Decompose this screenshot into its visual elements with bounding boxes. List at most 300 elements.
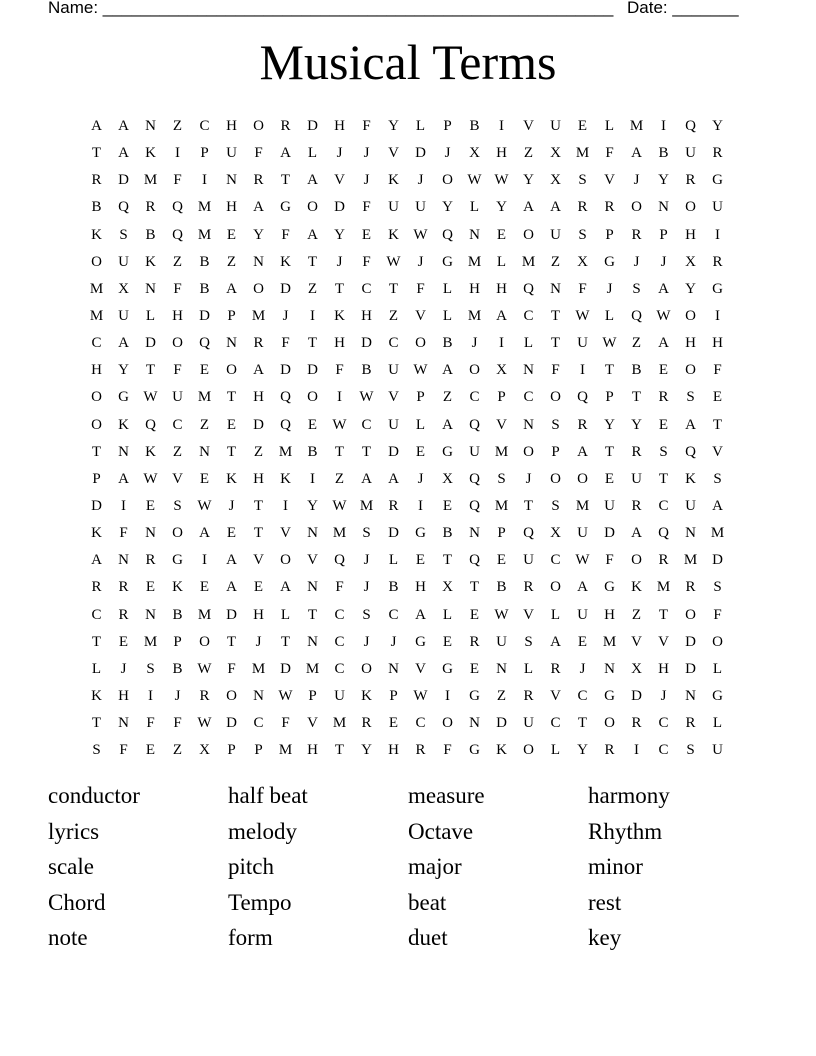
grid-letter[interactable]: O: [442, 715, 453, 732]
grid-letter[interactable]: F: [281, 335, 290, 352]
grid-letter[interactable]: I: [634, 742, 639, 759]
grid-letter[interactable]: R: [118, 579, 129, 596]
grid-letter[interactable]: L: [550, 606, 561, 623]
grid-letter[interactable]: A: [523, 199, 534, 216]
grid-letter[interactable]: X: [118, 280, 129, 297]
grid-letter[interactable]: J: [363, 633, 370, 650]
grid-letter[interactable]: N: [523, 362, 534, 379]
grid-letter[interactable]: E: [199, 579, 210, 596]
grid-letter[interactable]: Y: [577, 742, 588, 759]
grid-letter[interactable]: G: [172, 552, 183, 569]
grid-letter[interactable]: M: [143, 633, 158, 650]
grid-letter[interactable]: W: [278, 688, 293, 705]
grid-letter[interactable]: R: [361, 715, 372, 732]
grid-letter[interactable]: Z: [172, 443, 183, 460]
grid-letter[interactable]: O: [550, 389, 561, 406]
grid-letter[interactable]: S: [686, 742, 695, 759]
grid-letter[interactable]: Y: [685, 280, 696, 297]
grid-letter[interactable]: L: [712, 715, 723, 732]
grid-letter[interactable]: R: [712, 253, 723, 270]
grid-letter[interactable]: H: [415, 579, 426, 596]
grid-letter[interactable]: D: [685, 633, 696, 650]
grid-letter[interactable]: O: [91, 253, 102, 270]
grid-letter[interactable]: F: [362, 118, 371, 135]
grid-letter[interactable]: X: [442, 470, 453, 487]
grid-letter[interactable]: O: [307, 389, 318, 406]
grid-letter[interactable]: U: [469, 443, 480, 460]
grid-letter[interactable]: F: [362, 199, 371, 216]
grid-letter[interactable]: F: [578, 280, 587, 297]
grid-letter[interactable]: G: [604, 579, 615, 596]
grid-letter[interactable]: T: [550, 335, 561, 352]
grid-letter[interactable]: X: [550, 172, 561, 189]
grid-letter[interactable]: O: [577, 470, 588, 487]
grid-letter[interactable]: V: [388, 389, 399, 406]
grid-letter[interactable]: O: [685, 606, 696, 623]
grid-letter[interactable]: O: [469, 362, 480, 379]
grid-letter[interactable]: N: [658, 199, 669, 216]
grid-letter[interactable]: O: [685, 199, 696, 216]
grid-letter[interactable]: N: [145, 606, 156, 623]
grid-letter[interactable]: Y: [388, 118, 399, 135]
grid-letter[interactable]: P: [92, 470, 101, 487]
grid-letter[interactable]: K: [226, 470, 237, 487]
grid-letter[interactable]: Z: [334, 470, 345, 487]
grid-letter[interactable]: C: [523, 389, 534, 406]
grid-letter[interactable]: A: [253, 199, 264, 216]
grid-letter[interactable]: Z: [631, 606, 642, 623]
grid-letter[interactable]: V: [712, 443, 723, 460]
grid-letter[interactable]: T: [604, 443, 615, 460]
grid-letter[interactable]: H: [334, 335, 345, 352]
grid-letter[interactable]: Y: [604, 416, 615, 433]
grid-letter[interactable]: T: [361, 443, 372, 460]
grid-letter[interactable]: S: [92, 742, 101, 759]
grid-letter[interactable]: E: [469, 606, 480, 623]
grid-letter[interactable]: E: [442, 498, 453, 515]
grid-letter[interactable]: X: [442, 579, 453, 596]
grid-letter[interactable]: Q: [118, 199, 129, 216]
grid-letter[interactable]: U: [523, 552, 534, 569]
grid-letter[interactable]: O: [253, 118, 264, 135]
grid-letter[interactable]: X: [631, 660, 642, 677]
grid-letter[interactable]: O: [415, 335, 426, 352]
grid-letter[interactable]: H: [604, 606, 615, 623]
grid-letter[interactable]: H: [253, 606, 264, 623]
grid-letter[interactable]: S: [497, 470, 506, 487]
grid-letter[interactable]: R: [577, 199, 588, 216]
grid-letter[interactable]: W: [143, 389, 158, 406]
grid-letter[interactable]: F: [335, 362, 344, 379]
grid-letter[interactable]: L: [280, 606, 291, 623]
grid-letter[interactable]: U: [577, 525, 588, 542]
grid-letter[interactable]: N: [118, 715, 129, 732]
grid-letter[interactable]: H: [226, 118, 237, 135]
grid-letter[interactable]: T: [91, 145, 102, 162]
grid-letter[interactable]: U: [712, 199, 723, 216]
grid-letter[interactable]: S: [578, 226, 587, 243]
grid-letter[interactable]: J: [390, 633, 397, 650]
grid-letter[interactable]: O: [172, 335, 183, 352]
grid-letter[interactable]: U: [523, 715, 534, 732]
grid-letter[interactable]: W: [386, 253, 401, 270]
grid-letter[interactable]: I: [121, 498, 126, 515]
grid-letter[interactable]: G: [604, 253, 615, 270]
grid-letter[interactable]: Z: [631, 335, 642, 352]
grid-letter[interactable]: D: [496, 715, 507, 732]
grid-letter[interactable]: B: [145, 226, 156, 243]
grid-letter[interactable]: K: [496, 742, 507, 759]
grid-letter[interactable]: D: [280, 280, 291, 297]
grid-letter[interactable]: S: [362, 606, 371, 623]
grid-letter[interactable]: B: [496, 579, 507, 596]
grid-letter[interactable]: T: [280, 172, 291, 189]
grid-letter[interactable]: G: [280, 199, 291, 216]
grid-letter[interactable]: U: [577, 606, 588, 623]
grid-letter[interactable]: T: [658, 606, 669, 623]
grid-letter[interactable]: J: [444, 145, 451, 162]
grid-letter[interactable]: Q: [469, 552, 480, 569]
grid-letter[interactable]: A: [631, 145, 642, 162]
grid-letter[interactable]: O: [550, 470, 561, 487]
grid-letter[interactable]: T: [253, 525, 264, 542]
grid-letter[interactable]: H: [118, 688, 129, 705]
grid-letter[interactable]: I: [283, 498, 288, 515]
grid-letter[interactable]: T: [523, 498, 534, 515]
grid-letter[interactable]: P: [254, 742, 263, 759]
grid-letter[interactable]: J: [633, 253, 640, 270]
grid-letter[interactable]: M: [710, 525, 725, 542]
grid-letter[interactable]: R: [469, 633, 480, 650]
grid-letter[interactable]: N: [253, 253, 264, 270]
grid-letter[interactable]: C: [658, 742, 669, 759]
grid-letter[interactable]: F: [254, 145, 263, 162]
grid-letter[interactable]: E: [145, 498, 156, 515]
grid-letter[interactable]: A: [118, 470, 129, 487]
grid-letter[interactable]: D: [199, 308, 210, 325]
grid-letter[interactable]: O: [523, 742, 534, 759]
grid-letter[interactable]: M: [251, 660, 266, 677]
grid-letter[interactable]: S: [713, 470, 722, 487]
grid-letter[interactable]: E: [577, 633, 588, 650]
grid-letter[interactable]: O: [361, 660, 372, 677]
grid-letter[interactable]: C: [361, 416, 372, 433]
grid-letter[interactable]: O: [280, 552, 291, 569]
grid-letter[interactable]: G: [469, 688, 480, 705]
grid-letter[interactable]: Y: [658, 172, 669, 189]
grid-letter[interactable]: V: [550, 688, 561, 705]
grid-letter[interactable]: Y: [253, 226, 264, 243]
grid-letter[interactable]: Z: [388, 308, 399, 325]
grid-letter[interactable]: T: [388, 280, 399, 297]
grid-letter[interactable]: W: [467, 172, 482, 189]
grid-letter[interactable]: L: [712, 660, 723, 677]
grid-letter[interactable]: L: [523, 335, 534, 352]
grid-letter[interactable]: R: [388, 498, 399, 515]
grid-letter[interactable]: S: [146, 660, 155, 677]
grid-letter[interactable]: U: [388, 362, 399, 379]
grid-letter[interactable]: G: [712, 172, 723, 189]
grid-letter[interactable]: K: [91, 688, 102, 705]
grid-letter[interactable]: B: [442, 525, 453, 542]
grid-letter[interactable]: O: [685, 308, 696, 325]
grid-letter[interactable]: Q: [334, 552, 345, 569]
grid-letter[interactable]: N: [199, 443, 210, 460]
grid-letter[interactable]: V: [334, 172, 345, 189]
grid-letter[interactable]: L: [415, 416, 426, 433]
grid-letter[interactable]: A: [442, 362, 453, 379]
grid-letter[interactable]: Q: [685, 443, 696, 460]
grid-letter[interactable]: E: [442, 633, 453, 650]
grid-letter[interactable]: F: [173, 172, 182, 189]
grid-letter[interactable]: D: [361, 335, 372, 352]
grid-letter[interactable]: J: [525, 470, 532, 487]
grid-letter[interactable]: T: [631, 389, 642, 406]
grid-letter[interactable]: R: [280, 118, 291, 135]
grid-letter[interactable]: A: [199, 525, 210, 542]
grid-letter[interactable]: N: [496, 660, 507, 677]
grid-letter[interactable]: E: [577, 118, 588, 135]
grid-letter[interactable]: C: [172, 416, 183, 433]
grid-letter[interactable]: N: [469, 715, 480, 732]
grid-letter[interactable]: B: [442, 335, 453, 352]
grid-letter[interactable]: F: [173, 280, 182, 297]
grid-letter[interactable]: K: [91, 226, 102, 243]
grid-letter[interactable]: M: [278, 443, 293, 460]
grid-letter[interactable]: S: [119, 226, 128, 243]
grid-letter[interactable]: A: [496, 308, 507, 325]
grid-letter[interactable]: R: [712, 145, 723, 162]
grid-letter[interactable]: M: [494, 443, 509, 460]
grid-letter[interactable]: O: [172, 525, 183, 542]
grid-letter[interactable]: W: [143, 470, 158, 487]
grid-letter[interactable]: C: [523, 308, 534, 325]
grid-letter[interactable]: W: [413, 226, 428, 243]
grid-letter[interactable]: E: [145, 579, 156, 596]
grid-letter[interactable]: P: [308, 688, 317, 705]
grid-letter[interactable]: P: [605, 226, 614, 243]
grid-letter[interactable]: E: [226, 226, 237, 243]
grid-letter[interactable]: C: [388, 335, 399, 352]
grid-letter[interactable]: I: [310, 470, 315, 487]
grid-letter[interactable]: S: [362, 525, 371, 542]
grid-letter[interactable]: U: [685, 498, 696, 515]
grid-letter[interactable]: A: [577, 579, 588, 596]
grid-letter[interactable]: O: [712, 633, 723, 650]
grid-letter[interactable]: M: [305, 660, 320, 677]
grid-letter[interactable]: L: [523, 660, 534, 677]
grid-letter[interactable]: I: [202, 552, 207, 569]
grid-letter[interactable]: D: [712, 552, 723, 569]
grid-letter[interactable]: T: [334, 443, 345, 460]
grid-letter[interactable]: D: [118, 172, 129, 189]
grid-letter[interactable]: B: [172, 660, 183, 677]
grid-letter[interactable]: R: [523, 579, 534, 596]
grid-letter[interactable]: D: [280, 362, 291, 379]
grid-letter[interactable]: T: [577, 715, 588, 732]
grid-letter[interactable]: K: [145, 145, 156, 162]
grid-letter[interactable]: F: [173, 362, 182, 379]
grid-letter[interactable]: F: [146, 715, 155, 732]
grid-letter[interactable]: L: [604, 118, 615, 135]
grid-letter[interactable]: F: [227, 660, 236, 677]
grid-letter[interactable]: E: [307, 416, 318, 433]
grid-letter[interactable]: N: [226, 172, 237, 189]
grid-letter[interactable]: E: [604, 470, 615, 487]
grid-letter[interactable]: C: [334, 633, 345, 650]
grid-letter[interactable]: K: [91, 525, 102, 542]
grid-letter[interactable]: R: [604, 199, 615, 216]
grid-letter[interactable]: C: [577, 688, 588, 705]
grid-letter[interactable]: M: [656, 579, 671, 596]
grid-letter[interactable]: L: [307, 145, 318, 162]
grid-letter[interactable]: M: [278, 742, 293, 759]
grid-letter[interactable]: S: [551, 416, 560, 433]
grid-letter[interactable]: W: [602, 335, 617, 352]
grid-letter[interactable]: J: [606, 280, 613, 297]
grid-letter[interactable]: G: [442, 443, 453, 460]
grid-letter[interactable]: S: [578, 172, 587, 189]
grid-letter[interactable]: L: [550, 742, 561, 759]
grid-letter[interactable]: D: [604, 525, 615, 542]
name-blank[interactable]: ______________________________________________________: [102, 0, 614, 17]
grid-letter[interactable]: M: [89, 308, 104, 325]
grid-letter[interactable]: A: [631, 525, 642, 542]
grid-letter[interactable]: M: [197, 226, 212, 243]
grid-letter[interactable]: L: [469, 199, 480, 216]
grid-letter[interactable]: V: [631, 633, 642, 650]
grid-letter[interactable]: V: [307, 715, 318, 732]
grid-letter[interactable]: T: [253, 498, 264, 515]
grid-letter[interactable]: F: [119, 525, 128, 542]
grid-letter[interactable]: R: [91, 579, 102, 596]
grid-letter[interactable]: E: [199, 362, 210, 379]
grid-letter[interactable]: Q: [523, 280, 534, 297]
grid-letter[interactable]: A: [685, 416, 696, 433]
grid-letter[interactable]: W: [413, 688, 428, 705]
grid-letter[interactable]: N: [307, 579, 318, 596]
grid-letter[interactable]: B: [361, 362, 372, 379]
grid-letter[interactable]: D: [226, 606, 237, 623]
grid-letter[interactable]: A: [442, 416, 453, 433]
grid-letter[interactable]: Q: [199, 335, 210, 352]
grid-letter[interactable]: C: [334, 660, 345, 677]
grid-letter[interactable]: D: [334, 199, 345, 216]
grid-letter[interactable]: A: [388, 470, 399, 487]
grid-letter[interactable]: S: [713, 579, 722, 596]
grid-letter[interactable]: Q: [469, 416, 480, 433]
grid-letter[interactable]: N: [604, 660, 615, 677]
grid-letter[interactable]: P: [227, 308, 236, 325]
grid-letter[interactable]: E: [388, 715, 399, 732]
grid-letter[interactable]: W: [197, 715, 212, 732]
grid-letter[interactable]: U: [577, 335, 588, 352]
grid-letter[interactable]: B: [199, 280, 210, 297]
grid-letter[interactable]: T: [226, 633, 237, 650]
grid-letter[interactable]: V: [280, 525, 291, 542]
grid-letter[interactable]: D: [307, 118, 318, 135]
grid-letter[interactable]: O: [631, 199, 642, 216]
grid-letter[interactable]: L: [91, 660, 102, 677]
grid-letter[interactable]: Q: [280, 416, 291, 433]
grid-letter[interactable]: K: [145, 253, 156, 270]
grid-letter[interactable]: I: [499, 118, 504, 135]
grid-letter[interactable]: X: [550, 525, 561, 542]
grid-letter[interactable]: Q: [280, 389, 291, 406]
grid-letter[interactable]: W: [359, 389, 374, 406]
grid-letter[interactable]: K: [145, 443, 156, 460]
grid-letter[interactable]: Q: [658, 525, 669, 542]
grid-letter[interactable]: A: [118, 145, 129, 162]
grid-letter[interactable]: V: [523, 606, 534, 623]
grid-letter[interactable]: M: [467, 253, 482, 270]
grid-letter[interactable]: O: [226, 362, 237, 379]
grid-letter[interactable]: I: [202, 172, 207, 189]
grid-letter[interactable]: E: [496, 226, 507, 243]
grid-letter[interactable]: R: [577, 416, 588, 433]
grid-letter[interactable]: T: [442, 552, 453, 569]
grid-letter[interactable]: I: [580, 362, 585, 379]
grid-letter[interactable]: T: [469, 579, 480, 596]
grid-letter[interactable]: O: [91, 389, 102, 406]
grid-letter[interactable]: M: [89, 280, 104, 297]
grid-letter[interactable]: T: [307, 253, 318, 270]
grid-letter[interactable]: B: [388, 579, 399, 596]
grid-letter[interactable]: U: [712, 742, 723, 759]
grid-letter[interactable]: M: [575, 145, 590, 162]
grid-letter[interactable]: I: [418, 498, 423, 515]
grid-letter[interactable]: M: [629, 118, 644, 135]
grid-letter[interactable]: F: [605, 145, 614, 162]
grid-letter[interactable]: A: [226, 552, 237, 569]
grid-letter[interactable]: D: [631, 688, 642, 705]
grid-letter[interactable]: E: [145, 742, 156, 759]
grid-letter[interactable]: A: [307, 172, 318, 189]
grid-letter[interactable]: R: [631, 498, 642, 515]
grid-letter[interactable]: B: [199, 253, 210, 270]
grid-letter[interactable]: Q: [172, 226, 183, 243]
grid-letter[interactable]: T: [145, 362, 156, 379]
grid-letter[interactable]: U: [631, 470, 642, 487]
grid-letter[interactable]: S: [173, 498, 182, 515]
grid-letter[interactable]: T: [658, 470, 669, 487]
grid-letter[interactable]: Y: [334, 226, 345, 243]
grid-letter[interactable]: J: [417, 172, 424, 189]
grid-letter[interactable]: N: [307, 633, 318, 650]
grid-letter[interactable]: Q: [469, 498, 480, 515]
grid-letter[interactable]: N: [469, 525, 480, 542]
grid-letter[interactable]: U: [226, 145, 237, 162]
grid-letter[interactable]: E: [226, 416, 237, 433]
grid-letter[interactable]: B: [469, 118, 480, 135]
grid-letter[interactable]: Q: [145, 416, 156, 433]
grid-letter[interactable]: S: [524, 633, 533, 650]
grid-letter[interactable]: I: [445, 688, 450, 705]
grid-letter[interactable]: J: [633, 172, 640, 189]
grid-letter[interactable]: L: [496, 253, 507, 270]
grid-letter[interactable]: N: [118, 552, 129, 569]
grid-letter[interactable]: U: [604, 498, 615, 515]
grid-letter[interactable]: U: [388, 199, 399, 216]
grid-letter[interactable]: R: [118, 606, 129, 623]
grid-letter[interactable]: L: [145, 308, 156, 325]
grid-letter[interactable]: K: [280, 470, 291, 487]
grid-letter[interactable]: J: [417, 253, 424, 270]
grid-letter[interactable]: U: [388, 416, 399, 433]
grid-letter[interactable]: R: [631, 443, 642, 460]
grid-letter[interactable]: U: [685, 145, 696, 162]
grid-letter[interactable]: V: [388, 145, 399, 162]
